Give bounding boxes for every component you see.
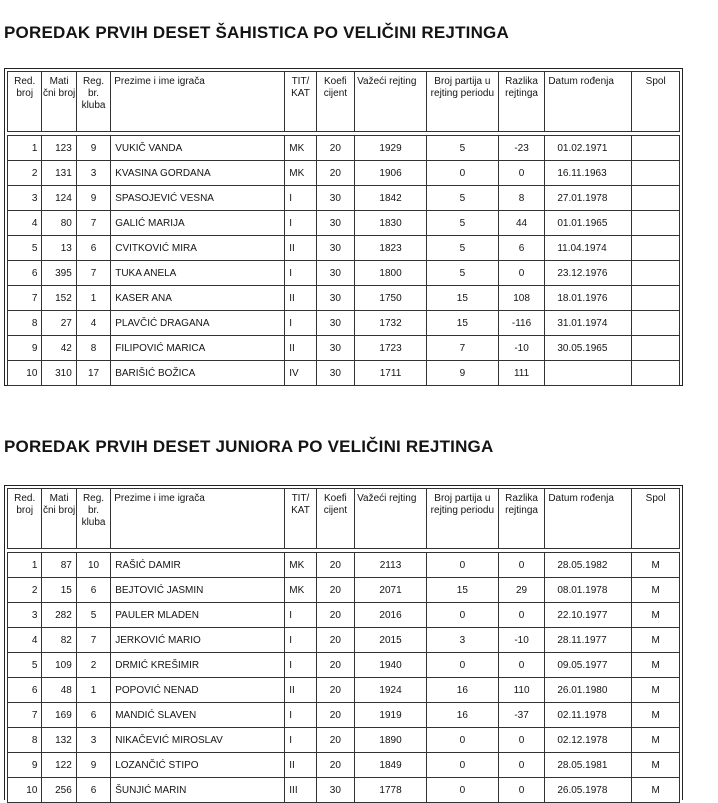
cell-spol: M <box>632 678 680 703</box>
cell-spol: M <box>632 628 680 653</box>
cell-red: 3 <box>8 186 42 211</box>
cell-red: 1 <box>8 136 42 161</box>
cell-rejting: 2113 <box>355 553 427 578</box>
cell-rejting: 2016 <box>355 603 427 628</box>
cell-name: GALIĆ MARIJA <box>111 211 285 236</box>
cell-spol <box>632 236 680 261</box>
cell-koef: 30 <box>316 311 354 336</box>
cell-razlika: 0 <box>498 778 545 803</box>
cell-mat: 80 <box>42 211 76 236</box>
cell-koef: 20 <box>316 753 354 778</box>
cell-broj: 5 <box>426 136 498 161</box>
cell-broj: 0 <box>426 553 498 578</box>
cell-broj: 3 <box>426 628 498 653</box>
cell-spol <box>632 311 680 336</box>
cell-name: PAULER MLADEN <box>111 603 285 628</box>
cell-mat: 310 <box>42 361 76 386</box>
cell-razlika: -37 <box>498 703 545 728</box>
cell-koef: 20 <box>316 728 354 753</box>
cell-reg: 9 <box>76 186 110 211</box>
cell-name: TUKA ANELA <box>111 261 285 286</box>
table-row <box>8 236 680 261</box>
cell-name: KASER ANA <box>111 286 285 311</box>
cell-red: 2 <box>8 161 42 186</box>
table-row <box>8 728 680 753</box>
cell-koef: 30 <box>316 261 354 286</box>
cell-red: 10 <box>8 361 42 386</box>
cell-tit: MK <box>285 161 316 186</box>
cell-name: RAŠIĆ DAMIR <box>111 553 285 578</box>
cell-reg: 5 <box>76 603 110 628</box>
cell-mat: 169 <box>42 703 76 728</box>
cell-tit: I <box>285 311 316 336</box>
cell-koef: 20 <box>316 136 354 161</box>
cell-rejting: 1929 <box>355 136 427 161</box>
cell-tit: I <box>285 728 316 753</box>
col-header-spol: Spol <box>632 72 680 132</box>
cell-koef: 30 <box>316 211 354 236</box>
col-header-koef: Koefi cijent <box>316 489 354 549</box>
cell-koef: 20 <box>316 653 354 678</box>
cell-name: CVITKOVIĆ MIRA <box>111 236 285 261</box>
cell-datum: 23.12.1976 <box>545 261 632 286</box>
cell-reg: 8 <box>76 336 110 361</box>
cell-reg: 10 <box>76 553 110 578</box>
table-row <box>8 361 680 386</box>
cell-mat: 282 <box>42 603 76 628</box>
cell-spol <box>632 211 680 236</box>
table-row <box>8 136 680 161</box>
cell-razlika: 110 <box>498 678 545 703</box>
cell-red: 10 <box>8 778 42 803</box>
cell-name: VUKIČ VANDA <box>111 136 285 161</box>
cell-razlika: 0 <box>498 261 545 286</box>
col-header-koef: Koefi cijent <box>316 72 354 132</box>
cell-tit: II <box>285 286 316 311</box>
cell-red: 6 <box>8 261 42 286</box>
cell-rejting: 1823 <box>355 236 427 261</box>
cell-reg: 7 <box>76 211 110 236</box>
cell-koef: 20 <box>316 578 354 603</box>
cell-razlika: 8 <box>498 186 545 211</box>
cell-mat: 395 <box>42 261 76 286</box>
cell-tit: I <box>285 628 316 653</box>
cell-razlika: 0 <box>498 653 545 678</box>
cell-koef: 30 <box>316 778 354 803</box>
cell-spol: M <box>632 753 680 778</box>
cell-spol <box>632 136 680 161</box>
cell-rejting: 1732 <box>355 311 427 336</box>
table-row <box>8 553 680 578</box>
cell-mat: 82 <box>42 628 76 653</box>
table-row <box>8 753 680 778</box>
cell-reg: 9 <box>76 136 110 161</box>
cell-broj: 0 <box>426 753 498 778</box>
table-row <box>8 336 680 361</box>
cell-rejting: 1842 <box>355 186 427 211</box>
cell-datum: 28.11.1977 <box>545 628 632 653</box>
cell-razlika: 0 <box>498 161 545 186</box>
cell-name: KVASINA GORDANA <box>111 161 285 186</box>
cell-reg: 3 <box>76 728 110 753</box>
cell-mat: 124 <box>42 186 76 211</box>
cell-datum: 26.05.1978 <box>545 778 632 803</box>
cell-mat: 122 <box>42 753 76 778</box>
cell-name: NIKAČEVIĆ MIROSLAV <box>111 728 285 753</box>
cell-razlika: 44 <box>498 211 545 236</box>
col-header-tit: TIT/ KAT <box>285 489 316 549</box>
cell-red: 6 <box>8 678 42 703</box>
cell-broj: 5 <box>426 261 498 286</box>
cell-datum: 28.05.1981 <box>545 753 632 778</box>
cell-datum: 28.05.1982 <box>545 553 632 578</box>
cell-mat: 42 <box>42 336 76 361</box>
cell-name: FILIPOVIĆ MARICA <box>111 336 285 361</box>
cell-razlika: -23 <box>498 136 545 161</box>
cell-razlika: -10 <box>498 628 545 653</box>
cell-spol: M <box>632 653 680 678</box>
cell-reg: 9 <box>76 753 110 778</box>
cell-tit: II <box>285 753 316 778</box>
ranking-table-juniors-frame <box>4 485 683 800</box>
cell-broj: 9 <box>426 361 498 386</box>
cell-broj: 0 <box>426 778 498 803</box>
ranking-table-juniors <box>7 488 680 803</box>
cell-broj: 0 <box>426 161 498 186</box>
cell-rejting: 1778 <box>355 778 427 803</box>
col-header-red: Red. broj <box>8 489 42 549</box>
cell-koef: 20 <box>316 628 354 653</box>
cell-tit: I <box>285 603 316 628</box>
table-row <box>8 261 680 286</box>
cell-broj: 15 <box>426 311 498 336</box>
cell-datum: 31.01.1974 <box>545 311 632 336</box>
cell-red: 2 <box>8 578 42 603</box>
cell-reg: 4 <box>76 311 110 336</box>
table-body-women <box>8 136 680 386</box>
cell-koef: 30 <box>316 236 354 261</box>
cell-datum: 02.12.1978 <box>545 728 632 753</box>
cell-rejting: 1890 <box>355 728 427 753</box>
table-row <box>8 628 680 653</box>
table-row <box>8 678 680 703</box>
cell-name: LOZANČIĆ STIPO <box>111 753 285 778</box>
cell-tit: MK <box>285 136 316 161</box>
cell-rejting: 1800 <box>355 261 427 286</box>
cell-mat: 152 <box>42 286 76 311</box>
cell-datum: 02.11.1978 <box>545 703 632 728</box>
cell-reg: 2 <box>76 653 110 678</box>
cell-red: 7 <box>8 286 42 311</box>
cell-red: 9 <box>8 753 42 778</box>
cell-broj: 0 <box>426 728 498 753</box>
cell-datum <box>545 361 632 386</box>
cell-name: JERKOVIĆ MARIO <box>111 628 285 653</box>
cell-red: 7 <box>8 703 42 728</box>
cell-razlika: 0 <box>498 753 545 778</box>
cell-mat: 123 <box>42 136 76 161</box>
cell-datum: 27.01.1978 <box>545 186 632 211</box>
cell-razlika: -116 <box>498 311 545 336</box>
cell-datum: 22.10.1977 <box>545 603 632 628</box>
cell-razlika: 111 <box>498 361 545 386</box>
col-header-mat: Mati čni broj <box>42 72 76 132</box>
col-header-broj: Broj partija u rejting periodu <box>426 489 498 549</box>
cell-rejting: 1919 <box>355 703 427 728</box>
cell-spol: M <box>632 603 680 628</box>
cell-koef: 20 <box>316 553 354 578</box>
cell-reg: 6 <box>76 236 110 261</box>
cell-datum: 30.05.1965 <box>545 336 632 361</box>
cell-mat: 15 <box>42 578 76 603</box>
cell-koef: 30 <box>316 286 354 311</box>
cell-red: 4 <box>8 628 42 653</box>
cell-reg: 6 <box>76 578 110 603</box>
cell-tit: II <box>285 236 316 261</box>
cell-spol <box>632 361 680 386</box>
cell-spol: M <box>632 703 680 728</box>
cell-broj: 0 <box>426 653 498 678</box>
cell-rejting: 1830 <box>355 211 427 236</box>
cell-reg: 3 <box>76 161 110 186</box>
col-header-datum: Datum rođenja <box>545 489 632 549</box>
cell-razlika: 0 <box>498 603 545 628</box>
cell-red: 3 <box>8 603 42 628</box>
cell-spol <box>632 336 680 361</box>
cell-rejting: 1940 <box>355 653 427 678</box>
cell-tit: I <box>285 653 316 678</box>
cell-reg: 1 <box>76 286 110 311</box>
cell-spol <box>632 261 680 286</box>
col-header-broj: Broj partija u rejting periodu <box>426 72 498 132</box>
col-header-name: Prezime i ime igrača <box>111 489 285 549</box>
cell-reg: 1 <box>76 678 110 703</box>
cell-tit: IV <box>285 361 316 386</box>
cell-koef: 20 <box>316 161 354 186</box>
cell-tit: I <box>285 703 316 728</box>
col-header-red: Red. broj <box>8 72 42 132</box>
cell-razlika: -10 <box>498 336 545 361</box>
col-header-rejting: Važeći rejting <box>355 489 427 549</box>
col-header-razlika: Razlika rejtinga <box>498 489 545 549</box>
cell-broj: 5 <box>426 211 498 236</box>
cell-tit: III <box>285 778 316 803</box>
cell-spol: M <box>632 578 680 603</box>
table-row <box>8 211 680 236</box>
table-body-juniors <box>8 553 680 803</box>
cell-name: BARIŠIĆ BOŽICA <box>111 361 285 386</box>
cell-reg: 7 <box>76 628 110 653</box>
cell-koef: 30 <box>316 336 354 361</box>
col-header-spol: Spol <box>632 489 680 549</box>
cell-spol <box>632 186 680 211</box>
cell-koef: 20 <box>316 678 354 703</box>
cell-spol: M <box>632 778 680 803</box>
cell-broj: 16 <box>426 703 498 728</box>
col-header-mat: Mati čni broj <box>42 489 76 549</box>
cell-red: 8 <box>8 311 42 336</box>
cell-mat: 131 <box>42 161 76 186</box>
cell-tit: MK <box>285 553 316 578</box>
cell-koef: 20 <box>316 703 354 728</box>
cell-red: 5 <box>8 653 42 678</box>
cell-rejting: 1924 <box>355 678 427 703</box>
cell-tit: I <box>285 261 316 286</box>
cell-spol <box>632 161 680 186</box>
cell-mat: 13 <box>42 236 76 261</box>
cell-tit: MK <box>285 578 316 603</box>
cell-broj: 5 <box>426 186 498 211</box>
table-row <box>8 286 680 311</box>
col-header-datum: Datum rođenja <box>545 72 632 132</box>
cell-rejting: 1723 <box>355 336 427 361</box>
cell-tit: II <box>285 336 316 361</box>
cell-name: DRMIĆ KREŠIMIR <box>111 653 285 678</box>
col-header-reg: Reg. br. kluba <box>76 72 110 132</box>
table-row <box>8 653 680 678</box>
cell-broj: 7 <box>426 336 498 361</box>
cell-name: POPOVIĆ NENAD <box>111 678 285 703</box>
table-row <box>8 161 680 186</box>
cell-rejting: 1906 <box>355 161 427 186</box>
cell-name: PLAVČIĆ DRAGANA <box>111 311 285 336</box>
cell-razlika: 108 <box>498 286 545 311</box>
cell-razlika: 0 <box>498 728 545 753</box>
cell-mat: 256 <box>42 778 76 803</box>
cell-tit: II <box>285 678 316 703</box>
cell-spol <box>632 286 680 311</box>
cell-mat: 109 <box>42 653 76 678</box>
cell-rejting: 2015 <box>355 628 427 653</box>
cell-razlika: 6 <box>498 236 545 261</box>
table-row <box>8 778 680 803</box>
cell-rejting: 2071 <box>355 578 427 603</box>
col-header-rejting: Važeći rejting <box>355 72 427 132</box>
cell-datum: 26.01.1980 <box>545 678 632 703</box>
cell-spol: M <box>632 728 680 753</box>
table-row <box>8 603 680 628</box>
table-row <box>8 703 680 728</box>
table-row <box>8 186 680 211</box>
cell-tit: I <box>285 211 316 236</box>
cell-datum: 16.11.1963 <box>545 161 632 186</box>
ranking-table-women-frame <box>4 68 683 386</box>
cell-red: 8 <box>8 728 42 753</box>
cell-broj: 0 <box>426 603 498 628</box>
cell-broj: 16 <box>426 678 498 703</box>
cell-broj: 15 <box>426 578 498 603</box>
cell-name: ŠUNJIĆ MARIN <box>111 778 285 803</box>
col-header-name: Prezime i ime igrača <box>111 72 285 132</box>
col-header-reg: Reg. br. kluba <box>76 489 110 549</box>
cell-reg: 7 <box>76 261 110 286</box>
cell-mat: 132 <box>42 728 76 753</box>
cell-datum: 09.05.1977 <box>545 653 632 678</box>
cell-mat: 27 <box>42 311 76 336</box>
cell-rejting: 1750 <box>355 286 427 311</box>
ranking-table-women <box>7 71 680 386</box>
cell-red: 4 <box>8 211 42 236</box>
cell-reg: 6 <box>76 778 110 803</box>
cell-tit: I <box>285 186 316 211</box>
cell-koef: 30 <box>316 186 354 211</box>
cell-name: BEJTOVIĆ JASMIN <box>111 578 285 603</box>
cell-datum: 08.01.1978 <box>545 578 632 603</box>
cell-reg: 6 <box>76 703 110 728</box>
cell-name: SPASOJEVIĆ VESNA <box>111 186 285 211</box>
cell-datum: 01.02.1971 <box>545 136 632 161</box>
cell-koef: 20 <box>316 603 354 628</box>
cell-razlika: 29 <box>498 578 545 603</box>
table-row <box>8 578 680 603</box>
header-row <box>8 489 680 549</box>
cell-broj: 5 <box>426 236 498 261</box>
cell-reg: 17 <box>76 361 110 386</box>
cell-rejting: 1849 <box>355 753 427 778</box>
cell-spol: M <box>632 553 680 578</box>
table-row <box>8 311 680 336</box>
header-row <box>8 72 680 132</box>
col-header-razlika: Razlika rejtinga <box>498 72 545 132</box>
cell-rejting: 1711 <box>355 361 427 386</box>
section-title-juniors: POREDAK PRVIH DESET JUNIORA PO VELIČINI REJTINGA <box>4 437 494 456</box>
cell-datum: 01.01.1965 <box>545 211 632 236</box>
cell-datum: 18.01.1976 <box>545 286 632 311</box>
cell-red: 5 <box>8 236 42 261</box>
col-header-tit: TIT/ KAT <box>285 72 316 132</box>
section-title-women: POREDAK PRVIH DESET ŠAHISTICA PO VELIČINI REJTINGA <box>4 23 509 42</box>
cell-mat: 87 <box>42 553 76 578</box>
cell-red: 9 <box>8 336 42 361</box>
cell-koef: 30 <box>316 361 354 386</box>
cell-datum: 11.04.1974 <box>545 236 632 261</box>
cell-red: 1 <box>8 553 42 578</box>
cell-mat: 48 <box>42 678 76 703</box>
cell-razlika: 0 <box>498 553 545 578</box>
cell-broj: 15 <box>426 286 498 311</box>
cell-name: MANDIĆ SLAVEN <box>111 703 285 728</box>
